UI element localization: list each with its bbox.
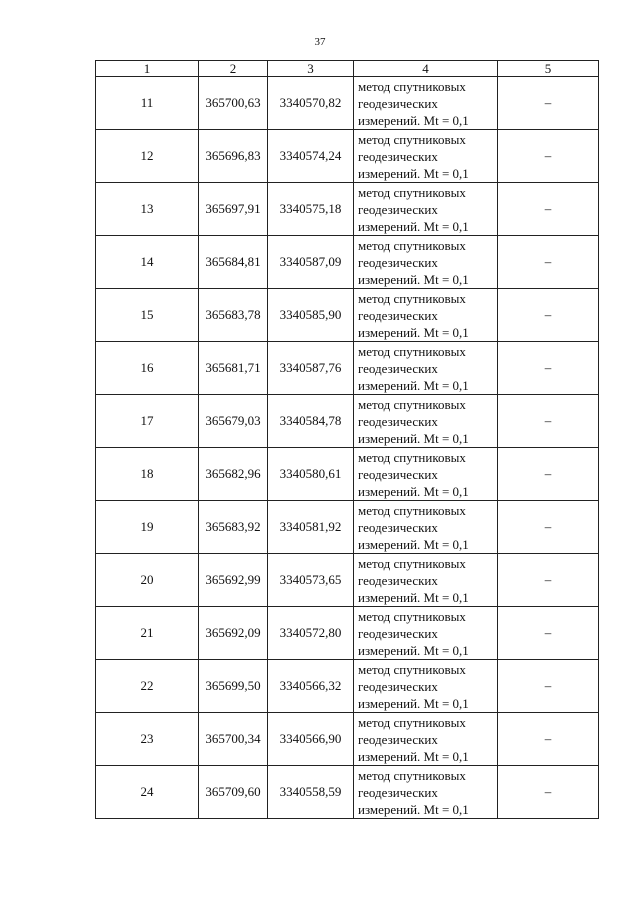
method-line: метод спутниковых (358, 767, 466, 783)
coordinate-y: 3340558,59 (268, 766, 354, 819)
coordinate-y: 3340573,65 (268, 554, 354, 607)
point-number: 15 (96, 289, 199, 342)
method-line: геодезических (358, 148, 438, 164)
coordinates-table (95, 60, 599, 819)
method-line: геодезических (358, 95, 438, 111)
note-cell: – (498, 448, 599, 501)
table-row (96, 713, 599, 766)
coordinate-y: 3340585,90 (268, 289, 354, 342)
method-description (354, 183, 498, 236)
method-line: измерений. Mt = 0,1 (358, 218, 469, 234)
coordinate-x: 365683,92 (199, 501, 268, 554)
coordinate-x: 365684,81 (199, 236, 268, 289)
method-line: измерений. Mt = 0,1 (358, 642, 469, 658)
coordinate-x: 365683,78 (199, 289, 268, 342)
coordinate-x: 365709,60 (199, 766, 268, 819)
method-line: метод спутниковых (358, 78, 466, 94)
method-line: геодезических (358, 360, 438, 376)
method-line: измерений. Mt = 0,1 (358, 324, 469, 340)
header-row (96, 61, 599, 77)
method-description (354, 448, 498, 501)
note-cell: – (498, 766, 599, 819)
method-line: геодезических (358, 201, 438, 217)
coordinate-x: 365700,34 (199, 713, 268, 766)
point-number: 18 (96, 448, 199, 501)
point-number: 11 (96, 77, 199, 130)
header-col-2: 2 (199, 61, 268, 77)
table-row (96, 289, 599, 342)
table-row (96, 766, 599, 819)
method-line: метод спутниковых (358, 396, 466, 412)
coordinate-y: 3340572,80 (268, 607, 354, 660)
method-line: измерений. Mt = 0,1 (358, 748, 469, 764)
note-cell: – (498, 501, 599, 554)
point-number: 13 (96, 183, 199, 236)
table-row (96, 448, 599, 501)
note-cell: – (498, 660, 599, 713)
method-line: измерений. Mt = 0,1 (358, 695, 469, 711)
method-description (354, 660, 498, 713)
note-cell: – (498, 713, 599, 766)
point-number: 17 (96, 395, 199, 448)
table-row (96, 395, 599, 448)
method-line: геодезических (358, 254, 438, 270)
coordinate-x: 365692,99 (199, 554, 268, 607)
method-line: метод спутниковых (358, 449, 466, 465)
method-line: измерений. Mt = 0,1 (358, 536, 469, 552)
table-row (96, 554, 599, 607)
table-row (96, 607, 599, 660)
note-cell: – (498, 607, 599, 660)
table-row (96, 660, 599, 713)
note-cell: – (498, 289, 599, 342)
note-cell: – (498, 130, 599, 183)
coordinate-x: 365696,83 (199, 130, 268, 183)
method-description (354, 713, 498, 766)
point-number: 24 (96, 766, 199, 819)
method-description (354, 501, 498, 554)
method-line: измерений. Mt = 0,1 (358, 801, 469, 817)
method-line: измерений. Mt = 0,1 (358, 271, 469, 287)
method-line: измерений. Mt = 0,1 (358, 112, 469, 128)
method-description (354, 289, 498, 342)
table-row (96, 77, 599, 130)
method-line: измерений. Mt = 0,1 (358, 483, 469, 499)
table-row (96, 236, 599, 289)
note-cell: – (498, 554, 599, 607)
coordinate-x: 365697,91 (199, 183, 268, 236)
header-col-1: 1 (96, 61, 199, 77)
point-number: 23 (96, 713, 199, 766)
coordinate-x: 365679,03 (199, 395, 268, 448)
note-cell: – (498, 183, 599, 236)
method-line: измерений. Mt = 0,1 (358, 165, 469, 181)
coordinate-x: 365682,96 (199, 448, 268, 501)
method-line: геодезических (358, 784, 438, 800)
header-col-4: 4 (354, 61, 498, 77)
page-number: 37 (314, 36, 326, 48)
method-description (354, 395, 498, 448)
method-line: метод спутниковых (358, 131, 466, 147)
point-number: 21 (96, 607, 199, 660)
point-number: 19 (96, 501, 199, 554)
method-line: метод спутниковых (358, 608, 466, 624)
header-col-3: 3 (268, 61, 354, 77)
table-body (96, 77, 599, 819)
method-line: метод спутниковых (358, 714, 466, 730)
method-description (354, 766, 498, 819)
method-line: метод спутниковых (358, 290, 466, 306)
coordinate-y: 3340581,92 (268, 501, 354, 554)
method-line: измерений. Mt = 0,1 (358, 377, 469, 393)
point-number: 14 (96, 236, 199, 289)
note-cell: – (498, 236, 599, 289)
note-cell: – (498, 395, 599, 448)
method-line: геодезических (358, 625, 438, 641)
method-line: геодезических (358, 572, 438, 588)
method-description (354, 554, 498, 607)
table-header (96, 61, 599, 77)
method-description (354, 236, 498, 289)
method-description (354, 77, 498, 130)
method-line: метод спутниковых (358, 343, 466, 359)
header-col-5: 5 (498, 61, 599, 77)
note-cell: – (498, 342, 599, 395)
coordinate-y: 3340580,61 (268, 448, 354, 501)
coordinate-x: 365699,50 (199, 660, 268, 713)
coordinate-y: 3340587,09 (268, 236, 354, 289)
point-number: 22 (96, 660, 199, 713)
method-description (354, 342, 498, 395)
point-number: 16 (96, 342, 199, 395)
coordinate-y: 3340587,76 (268, 342, 354, 395)
coordinate-x: 365692,09 (199, 607, 268, 660)
coordinate-x: 365700,63 (199, 77, 268, 130)
table-row (96, 183, 599, 236)
method-line: геодезических (358, 519, 438, 535)
table-row (96, 342, 599, 395)
coordinate-y: 3340566,32 (268, 660, 354, 713)
method-line: геодезических (358, 466, 438, 482)
method-line: геодезических (358, 307, 438, 323)
method-line: метод спутниковых (358, 661, 466, 677)
point-number: 20 (96, 554, 199, 607)
method-line: геодезических (358, 678, 438, 694)
coordinate-y: 3340574,24 (268, 130, 354, 183)
coordinate-y: 3340575,18 (268, 183, 354, 236)
coordinate-y: 3340584,78 (268, 395, 354, 448)
method-line: метод спутниковых (358, 184, 466, 200)
method-line: измерений. Mt = 0,1 (358, 430, 469, 446)
method-line: измерений. Mt = 0,1 (358, 589, 469, 605)
method-description (354, 130, 498, 183)
coordinate-y: 3340566,90 (268, 713, 354, 766)
method-line: метод спутниковых (358, 502, 466, 518)
table-row (96, 501, 599, 554)
table-row (96, 130, 599, 183)
note-cell: – (498, 77, 599, 130)
point-number: 12 (96, 130, 199, 183)
method-description (354, 607, 498, 660)
coordinate-y: 3340570,82 (268, 77, 354, 130)
coordinate-x: 365681,71 (199, 342, 268, 395)
method-line: метод спутниковых (358, 555, 466, 571)
method-line: геодезических (358, 413, 438, 429)
method-line: геодезических (358, 731, 438, 747)
method-line: метод спутниковых (358, 237, 466, 253)
